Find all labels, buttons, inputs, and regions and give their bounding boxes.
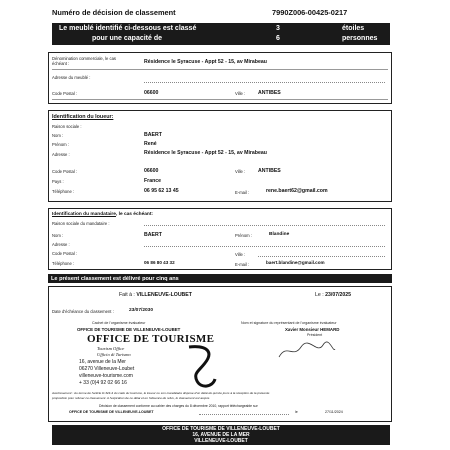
loueur-tel-value: 06 95 62 13 45	[144, 188, 179, 194]
fait-a	[119, 292, 192, 298]
loueur-nom-label: Nom :	[52, 133, 64, 138]
footer-line-1: OFFICE DE TOURISME DE VILLENEUVE-LOUBET	[162, 426, 280, 432]
loueur-nom-value: BAERT	[144, 132, 162, 138]
meuble-ville-label: Ville :	[235, 91, 246, 96]
loueur-ville-value: ANTIBES	[258, 168, 281, 174]
date-le	[315, 292, 351, 298]
stamp-sub1: Tourism Office	[97, 346, 125, 351]
meuble-ville-value: ANTIBES	[258, 90, 281, 96]
mandataire-raison-label: Raison sociale du mandataire :	[52, 221, 110, 226]
stars-unit: étoiles	[342, 25, 365, 32]
loueur-tel-label: Téléphone :	[52, 189, 75, 194]
fait-value: VILLENEUVE-LOUBET	[136, 292, 192, 298]
signature-name: Xavier Monsieur HEMARD	[285, 327, 340, 332]
loueur-raison-label: Raison sociale :	[52, 124, 82, 129]
stamp-address-1: 16, avenue de la Mer	[79, 359, 126, 365]
meuble-section	[48, 52, 392, 104]
mandataire-ville-label: Ville :	[235, 252, 246, 257]
notice-line-1: Avertissement : Au terme de l'article D.324-4 du code du tourisme, le loueur ou son mandataire dispose d'un délai de quinze jours à la réception de la présente	[52, 391, 270, 395]
mandataire-title-suffix: , le cas échéant:	[115, 212, 154, 217]
loueur-email-value: rene.baert62@gmail.com	[266, 188, 328, 194]
mandataire-tel-label: Téléphone :	[52, 261, 75, 266]
stamp-website: villeneuve-tourisme.com	[79, 373, 133, 379]
stamp-phone: + 33 (0)4 92 02 66 16	[79, 380, 127, 386]
loueur-section	[48, 110, 392, 202]
signature-section	[48, 286, 392, 422]
mandataire-title-wrap	[52, 212, 153, 217]
denomination-value: Résidence le Syracuse - Appt 52 - 15, av Mirabeau	[144, 59, 267, 65]
mandataire-title: Identification du mandataire	[52, 212, 116, 217]
echeance-label: Date d'échéance du classement :	[52, 309, 114, 314]
loueur-email-label: E-mail :	[235, 190, 250, 195]
echeance-value: 23/07/2030	[129, 308, 154, 313]
capacity-label: pour une capacité de	[92, 35, 163, 42]
stamp-sub2: Ufficio di Turismo	[97, 352, 131, 357]
mandataire-email-value: baert.blandine@gmail.com	[266, 260, 325, 265]
loueur-adresse-label: Adresse :	[52, 152, 70, 157]
mandataire-nom-label: Nom :	[52, 233, 64, 238]
loueur-pays-label: Pays :	[52, 179, 64, 184]
signature-role: Président	[307, 333, 323, 337]
mandataire-cp-label: Code Postal :	[52, 251, 78, 256]
notice-date: 27/11/2024	[325, 410, 343, 414]
loueur-pays-value: France	[144, 178, 162, 184]
mandataire-nom-value: BAERT	[144, 232, 162, 238]
decision-title: Numéro de décision de classement	[52, 8, 176, 17]
meuble-cp-label: Code Postal :	[52, 91, 78, 96]
notice-le: le	[295, 410, 298, 414]
mandataire-tel-value: 06 86 80 43 32	[144, 260, 175, 265]
adresse-meuble-label: Adresse du meublé :	[52, 75, 91, 80]
stamp-logo-icon	[183, 343, 217, 391]
classement-label: Le meublé identifié ci-dessous est classé	[59, 25, 197, 32]
le-value: 23/07/2025	[325, 292, 352, 298]
cachet-label: Cachet de l'organisme évaluateur	[92, 321, 146, 325]
capacity-value: 6	[276, 35, 280, 42]
meuble-cp-value: 06600	[144, 90, 159, 96]
notice-line-2: proposition pour refuser ce classement. A l'expiration de ce délai et en l'absence de refus, le classement est acquis.	[52, 396, 211, 400]
validity-text: Le présent classement est délivré pour cinq ans	[51, 275, 179, 282]
mandataire-prenom-value: Blandine	[269, 232, 290, 237]
le-label: Le :	[315, 292, 324, 298]
mandataire-email-label: E-mail :	[235, 262, 250, 267]
footer-line-3: VILLENEUVE-LOUBET	[194, 438, 248, 444]
loueur-title: Identification du loueur:	[52, 114, 114, 120]
loueur-cp-value: 06600	[144, 168, 159, 174]
decision-number: 7990Z006-00425-0217	[272, 8, 348, 17]
notice-line-3: Décision de classement conforme au cahier des charges du 8 décembre 2010, rapport téléchargeable sur	[99, 404, 258, 408]
mandataire-section	[48, 208, 392, 270]
validity-bar	[48, 274, 392, 283]
mandataire-prenom-label: Prénom :	[235, 233, 252, 238]
footer-bar	[52, 425, 390, 445]
signature-icon	[277, 339, 337, 363]
notice-office: OFFICE DE TOURISME DE VILLENEUVE-LOUBET	[69, 410, 154, 414]
loueur-prenom-label: Prénom :	[52, 142, 69, 147]
stamp-address-2: 06270 Villeneuve-Loubet	[79, 366, 135, 372]
cachet-office: OFFICE DE TOURISME DE VILLENEUVE-LOUBET	[77, 327, 181, 332]
denomination-label: Dénomination commerciale, le cas échéant :	[52, 56, 117, 66]
classement-bar	[52, 23, 390, 45]
loueur-adresse-value: Résidence le Syracuse - Appt 52 - 15, av Mirabeau	[144, 150, 267, 156]
footer-line-2: 16, AVENUE DE LA MER	[192, 432, 250, 438]
loueur-prenom-value: René	[144, 141, 157, 147]
mandataire-adresse-label: Adresse :	[52, 242, 70, 247]
stamp-title: OFFICE DE TOURISME	[87, 333, 215, 345]
signature-label: Nom et signature du représentant de l'organisme évaluateur	[241, 321, 337, 325]
loueur-cp-label: Code Postal :	[52, 169, 78, 174]
stars-value: 3	[276, 25, 280, 32]
fait-label: Fait à :	[119, 292, 135, 298]
page-header	[52, 6, 372, 18]
tourism-office-stamp	[79, 331, 217, 393]
loueur-ville-label: Ville :	[235, 169, 246, 174]
capacity-unit: personnes	[342, 35, 378, 42]
